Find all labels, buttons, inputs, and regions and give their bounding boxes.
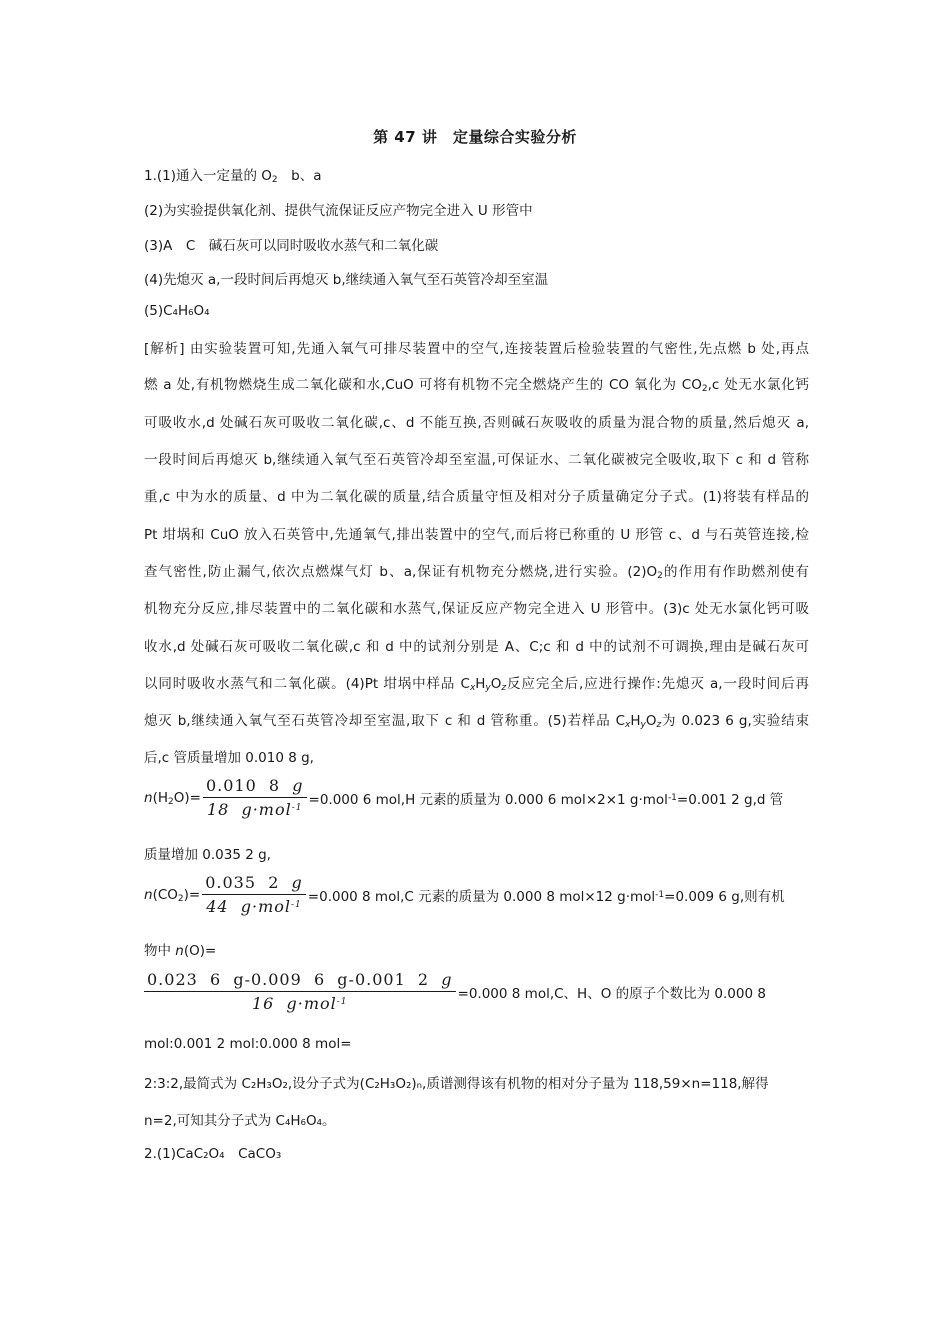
analysis-line: 质量增加 0.035 2 g, [144, 847, 271, 863]
analysis-line: 燃 a 处,有机物燃烧生成二氧化碳和水,CuO 可将有机物不完全燃烧产生的 CO 氧化为 $CO_2,c$ 处无水氯化钙 [144, 377, 809, 394]
formula-co2: $n(CO_2)=$ $\frac{0.035 2 g}{44 g\cdot mol^{-1}}$ =0.000 8 mol,C 元素的质量为 0.000 8 mol×12 g·mol -1 =0.009 6 g,则有机 [144, 873, 785, 916]
analysis-line: [解析] 由实验装置可知,先通入氧气可排尽装置中的空气,连接装置后检验装置的气密性,先点燃 b 处,再点 [144, 341, 809, 357]
analysis-line: 查气密性,防止漏气,依次点燃煤气灯 b、a,保证有机物充分燃烧,进行实验。$(2)O_2$的作用有作助燃剂使有 [144, 564, 810, 581]
fraction: $\frac{0.010 8 g}{18 g\cdot mol^{-1}}$ [203, 776, 307, 819]
fraction: $\frac{0.035 2 g}{44 g\cdot mol^{-1}}$ [202, 873, 306, 916]
analysis-line: 后,c 管质量增加 0.010 8 g, [144, 750, 314, 766]
analysis-line: 以同时吸收水蒸气和二氧化碳。(4)Pt 坩埚中样品 $C_xH_yO_z$反应完全后,应进行操作:先熄灭 a,一段时间后再 [144, 676, 809, 693]
formula-water: $n(H_2O)=$ $\frac{0.010 8 g}{18 g\cdot mol^{-1}}$ =0.000 6 mol,H 元素的质量为 0.000 6 mol×2×1 g·mol -1 =0.001 2 g,d 管 [144, 776, 784, 819]
page-title: 第 47 讲 定量综合实验分析 [373, 128, 577, 146]
answer-1-5: (5)C₄H₆O₄ [144, 303, 210, 319]
analysis-line: 机物充分反应,排尽装置中的二氧化碳和水蒸气,保证反应产物完全进入 U 形管中。(3)c 处无水氯化钙可吸 [144, 601, 809, 617]
analysis-line: Pt 坩埚和 CuO 放入石英管中,先通氧气,排出装置中的空气,而后将已称重的 U 形管 c、d 与石英管连接,检 [144, 527, 809, 543]
analysis-line: n=2,可知其分子式为 C₄H₆O₄。 [144, 1113, 336, 1129]
answer-1-1: 1.(1)通入一定量的 $O_2$ b、a [144, 168, 322, 185]
analysis-line: 收水,d 处碱石灰可吸收二氧化碳,c 和 d 中的试剂分别是 A、C;c 和 d 中的试剂不可调换,理由是碱石灰可 [144, 639, 809, 655]
analysis-line: 一段时间后再熄灭 b,继续通入氧气至石英管冷却至室温,可保证水、二氧化碳被完全吸收,取下 c 和 d 管称 [144, 452, 809, 468]
answer-1-3: (3)A C 碱石灰可以同时吸收水蒸气和二氧化碳 [144, 238, 439, 254]
analysis-line: 2:3:2,最简式为 C₂H₃O₂,设分子式为(C₂H₃O₂)ₙ,质谱测得该有机物的相对分子量为 118,59×n=118,解得 [144, 1076, 769, 1092]
analysis-line: mol:0.001 2 mol:0.000 8 mol= [144, 1036, 352, 1052]
fraction: $\frac{0.023 6 g-0.009 6 g-0.001 2 g}{16 g\cdot mol^{-1}}$ [144, 970, 456, 1013]
answer-2-1: 2.(1)CaC₂O₄ CaCO₃ [144, 1146, 282, 1162]
answer-1-4: (4)先熄灭 a,一段时间后再熄灭 b,继续通入氧气至石英管冷却至室温 [144, 272, 549, 288]
formula-oxygen: $\frac{0.023 6 g-0.009 6 g-0.001 2 g}{16 g\cdot mol^{-1}}$ =0.000 8 mol,C、H、O 的原子个数比为 0.000 8 [142, 970, 766, 1013]
analysis-line: 重,c 中为水的质量、d 中为二氧化碳的质量,结合质量守恒及相对分子质量确定分子式。(1)将装有样品的 [144, 489, 809, 505]
analysis-line: 物中 n(O)= [144, 943, 217, 959]
analysis-line: 熄灭 b,继续通入氧气至石英管冷却至室温,取下 c 和 d 管称重。(5)若样品 $C_xH_yO_z$为 0.023 6 g,实验结束 [144, 713, 809, 730]
analysis-line: 可吸收水,d 处碱石灰可吸收二氧化碳,c、d 不能互换,否则碱石灰吸收的质量为混合物的质量,然后熄灭 a, [144, 415, 809, 431]
answer-1-2: (2)为实验提供氧化剂、提供气流保证反应产物完全进入 U 形管中 [144, 203, 533, 219]
